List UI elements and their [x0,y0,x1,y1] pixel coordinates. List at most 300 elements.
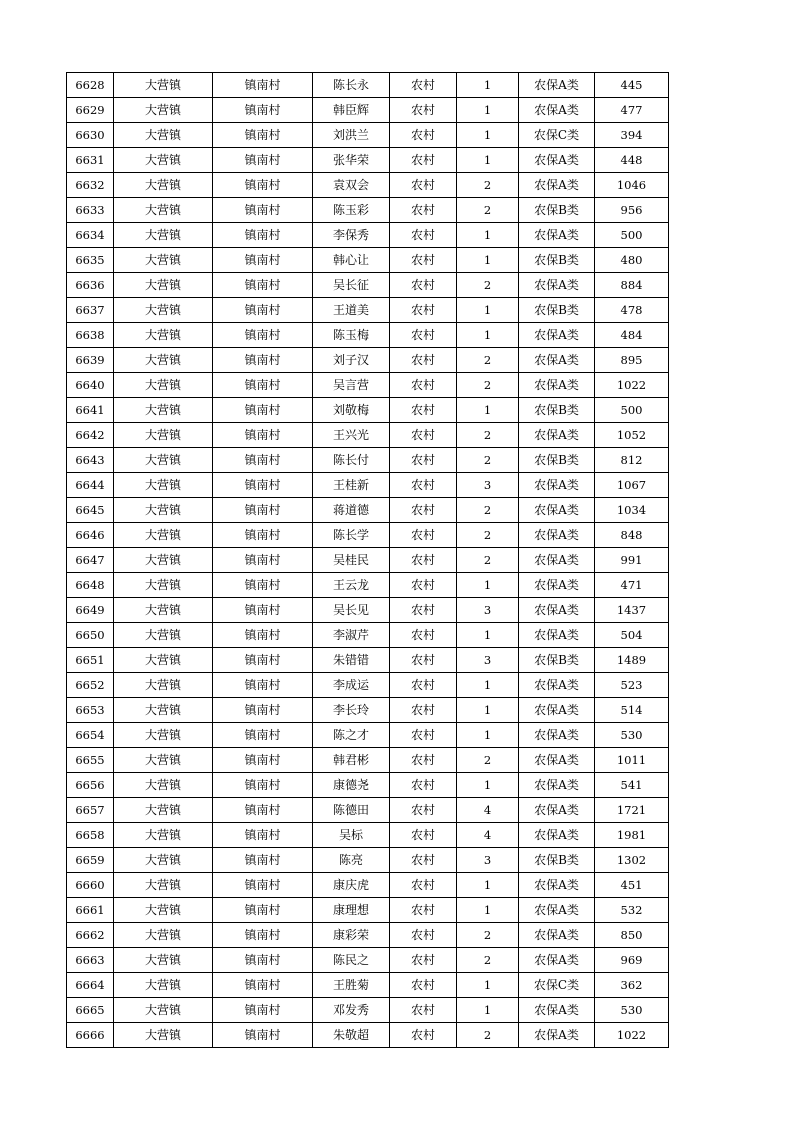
row-number-cell: 6646 [67,523,114,548]
amount-cell: 500 [595,398,669,423]
table-row [67,873,669,898]
household-count-cell: 2 [457,423,519,448]
household-count-cell: 2 [457,348,519,373]
category-cell: 农保A类 [519,773,595,798]
village-cell: 镇南村 [213,648,313,673]
name-cell: 韩心让 [313,248,390,273]
village-cell: 镇南村 [213,798,313,823]
name-cell: 康德尧 [313,773,390,798]
town-cell: 大营镇 [114,673,213,698]
name-cell: 陈玉梅 [313,323,390,348]
village-cell: 镇南村 [213,548,313,573]
village-cell: 镇南村 [213,673,313,698]
area-type-cell: 农村 [390,73,457,98]
table-row [67,1023,669,1048]
name-cell: 朱敬超 [313,1023,390,1048]
table-row [67,298,669,323]
name-cell: 韩臣辉 [313,98,390,123]
village-cell: 镇南村 [213,348,313,373]
amount-cell: 451 [595,873,669,898]
category-cell: 农保A类 [519,473,595,498]
amount-cell: 895 [595,348,669,373]
household-count-cell: 1 [457,723,519,748]
amount-cell: 969 [595,948,669,973]
household-count-cell: 1 [457,623,519,648]
area-type-cell: 农村 [390,248,457,273]
amount-cell: 504 [595,623,669,648]
row-number-cell: 6640 [67,373,114,398]
town-cell: 大营镇 [114,998,213,1023]
row-number-cell: 6655 [67,748,114,773]
household-count-cell: 1 [457,398,519,423]
town-cell: 大营镇 [114,298,213,323]
category-cell: 农保B类 [519,448,595,473]
village-cell: 镇南村 [213,123,313,148]
town-cell: 大营镇 [114,573,213,598]
area-type-cell: 农村 [390,323,457,348]
row-number-cell: 6633 [67,198,114,223]
row-number-cell: 6641 [67,398,114,423]
village-cell: 镇南村 [213,148,313,173]
row-number-cell: 6650 [67,623,114,648]
name-cell: 刘子汉 [313,348,390,373]
row-number-cell: 6644 [67,473,114,498]
town-cell: 大营镇 [114,748,213,773]
row-number-cell: 6665 [67,998,114,1023]
row-number-cell: 6666 [67,1023,114,1048]
table-row [67,73,669,98]
table-row [67,573,669,598]
row-number-cell: 6654 [67,723,114,748]
household-count-cell: 2 [457,498,519,523]
category-cell: 农保B类 [519,248,595,273]
category-cell: 农保B类 [519,198,595,223]
amount-cell: 848 [595,523,669,548]
household-count-cell: 2 [457,1023,519,1048]
amount-cell: 1437 [595,598,669,623]
area-type-cell: 农村 [390,98,457,123]
town-cell: 大营镇 [114,823,213,848]
row-number-cell: 6630 [67,123,114,148]
name-cell: 吴长见 [313,598,390,623]
village-cell: 镇南村 [213,898,313,923]
area-type-cell: 农村 [390,748,457,773]
category-cell: 农保C类 [519,973,595,998]
area-type-cell: 农村 [390,473,457,498]
amount-cell: 362 [595,973,669,998]
town-cell: 大营镇 [114,223,213,248]
table-row [67,223,669,248]
table-row [67,448,669,473]
amount-cell: 445 [595,73,669,98]
category-cell: 农保B类 [519,648,595,673]
table-row [67,173,669,198]
amount-cell: 530 [595,723,669,748]
table-row [67,823,669,848]
amount-cell: 812 [595,448,669,473]
village-cell: 镇南村 [213,773,313,798]
village-cell: 镇南村 [213,873,313,898]
table-row [67,323,669,348]
table-row [67,98,669,123]
row-number-cell: 6660 [67,873,114,898]
category-cell: 农保A类 [519,323,595,348]
area-type-cell: 农村 [390,123,457,148]
town-cell: 大营镇 [114,723,213,748]
table-row [67,373,669,398]
area-type-cell: 农村 [390,973,457,998]
amount-cell: 500 [595,223,669,248]
town-cell: 大营镇 [114,923,213,948]
household-count-cell: 1 [457,773,519,798]
amount-cell: 1981 [595,823,669,848]
category-cell: 农保A类 [519,998,595,1023]
household-count-cell: 1 [457,898,519,923]
village-cell: 镇南村 [213,598,313,623]
town-cell: 大营镇 [114,523,213,548]
name-cell: 袁双会 [313,173,390,198]
name-cell: 王桂新 [313,473,390,498]
row-number-cell: 6663 [67,948,114,973]
town-cell: 大营镇 [114,548,213,573]
town-cell: 大营镇 [114,848,213,873]
table-row [67,673,669,698]
category-cell: 农保A类 [519,423,595,448]
category-cell: 农保A类 [519,548,595,573]
area-type-cell: 农村 [390,948,457,973]
village-cell: 镇南村 [213,248,313,273]
household-count-cell: 1 [457,573,519,598]
household-count-cell: 1 [457,973,519,998]
amount-cell: 956 [595,198,669,223]
table-row [67,398,669,423]
table-row [67,523,669,548]
row-number-cell: 6651 [67,648,114,673]
row-number-cell: 6632 [67,173,114,198]
row-number-cell: 6637 [67,298,114,323]
amount-cell: 1721 [595,798,669,823]
name-cell: 陈长学 [313,523,390,548]
amount-cell: 1052 [595,423,669,448]
name-cell: 朱错错 [313,648,390,673]
town-cell: 大营镇 [114,173,213,198]
row-number-cell: 6636 [67,273,114,298]
area-type-cell: 农村 [390,523,457,548]
town-cell: 大营镇 [114,373,213,398]
row-number-cell: 6642 [67,423,114,448]
area-type-cell: 农村 [390,273,457,298]
area-type-cell: 农村 [390,873,457,898]
row-number-cell: 6635 [67,248,114,273]
town-cell: 大营镇 [114,323,213,348]
town-cell: 大营镇 [114,398,213,423]
village-cell: 镇南村 [213,73,313,98]
table-row [67,498,669,523]
town-cell: 大营镇 [114,598,213,623]
category-cell: 农保B类 [519,398,595,423]
area-type-cell: 农村 [390,573,457,598]
row-number-cell: 6639 [67,348,114,373]
table-row [67,898,669,923]
village-cell: 镇南村 [213,523,313,548]
name-cell: 李成运 [313,673,390,698]
name-cell: 王兴光 [313,423,390,448]
row-number-cell: 6653 [67,698,114,723]
row-number-cell: 6649 [67,598,114,623]
category-cell: 农保A类 [519,573,595,598]
category-cell: 农保A类 [519,748,595,773]
table-row [67,773,669,798]
name-cell: 陈民之 [313,948,390,973]
table-row [67,548,669,573]
household-count-cell: 3 [457,648,519,673]
row-number-cell: 6659 [67,848,114,873]
table-row [67,798,669,823]
household-count-cell: 2 [457,173,519,198]
household-count-cell: 1 [457,223,519,248]
household-count-cell: 2 [457,373,519,398]
village-cell: 镇南村 [213,748,313,773]
name-cell: 刘敬梅 [313,398,390,423]
household-count-cell: 2 [457,523,519,548]
household-count-cell: 2 [457,273,519,298]
amount-cell: 1011 [595,748,669,773]
category-cell: 农保A类 [519,623,595,648]
area-type-cell: 农村 [390,648,457,673]
row-number-cell: 6634 [67,223,114,248]
area-type-cell: 农村 [390,773,457,798]
name-cell: 陈之才 [313,723,390,748]
category-cell: 农保A类 [519,498,595,523]
amount-cell: 1489 [595,648,669,673]
town-cell: 大营镇 [114,498,213,523]
village-cell: 镇南村 [213,973,313,998]
table-row [67,248,669,273]
area-type-cell: 农村 [390,673,457,698]
area-type-cell: 农村 [390,423,457,448]
area-type-cell: 农村 [390,1023,457,1048]
amount-cell: 480 [595,248,669,273]
table-row [67,948,669,973]
category-cell: 农保A类 [519,898,595,923]
amount-cell: 530 [595,998,669,1023]
name-cell: 吴标 [313,823,390,848]
town-cell: 大营镇 [114,148,213,173]
household-count-cell: 1 [457,673,519,698]
amount-cell: 394 [595,123,669,148]
category-cell: 农保A类 [519,948,595,973]
row-number-cell: 6652 [67,673,114,698]
category-cell: 农保C类 [519,123,595,148]
town-cell: 大营镇 [114,873,213,898]
village-cell: 镇南村 [213,98,313,123]
town-cell: 大营镇 [114,273,213,298]
table-row [67,423,669,448]
name-cell: 邓发秀 [313,998,390,1023]
row-number-cell: 6657 [67,798,114,823]
village-cell: 镇南村 [213,823,313,848]
town-cell: 大营镇 [114,248,213,273]
area-type-cell: 农村 [390,223,457,248]
name-cell: 陈德田 [313,798,390,823]
town-cell: 大营镇 [114,448,213,473]
area-type-cell: 农村 [390,373,457,398]
village-cell: 镇南村 [213,173,313,198]
table-row [67,998,669,1023]
town-cell: 大营镇 [114,73,213,98]
row-number-cell: 6645 [67,498,114,523]
village-cell: 镇南村 [213,273,313,298]
amount-cell: 884 [595,273,669,298]
category-cell: 农保A类 [519,923,595,948]
name-cell: 康彩荣 [313,923,390,948]
row-number-cell: 6658 [67,823,114,848]
name-cell: 王胜菊 [313,973,390,998]
area-type-cell: 农村 [390,798,457,823]
name-cell: 王道美 [313,298,390,323]
category-cell: 农保B类 [519,848,595,873]
table-row [67,148,669,173]
village-cell: 镇南村 [213,448,313,473]
table-row [67,723,669,748]
village-cell: 镇南村 [213,698,313,723]
name-cell: 吴桂民 [313,548,390,573]
household-count-cell: 3 [457,473,519,498]
table-row [67,273,669,298]
village-cell: 镇南村 [213,573,313,598]
town-cell: 大营镇 [114,98,213,123]
name-cell: 陈长付 [313,448,390,473]
household-count-cell: 2 [457,448,519,473]
area-type-cell: 农村 [390,998,457,1023]
category-cell: 农保A类 [519,98,595,123]
name-cell: 李长玲 [313,698,390,723]
table-row [67,623,669,648]
area-type-cell: 农村 [390,198,457,223]
household-count-cell: 1 [457,323,519,348]
category-cell: 农保A类 [519,598,595,623]
town-cell: 大营镇 [114,898,213,923]
household-count-cell: 2 [457,548,519,573]
table-row [67,698,669,723]
row-number-cell: 6664 [67,973,114,998]
town-cell: 大营镇 [114,948,213,973]
row-number-cell: 6631 [67,148,114,173]
area-type-cell: 农村 [390,898,457,923]
household-count-cell: 2 [457,923,519,948]
area-type-cell: 农村 [390,723,457,748]
table-row [67,598,669,623]
area-type-cell: 农村 [390,848,457,873]
household-count-cell: 3 [457,598,519,623]
category-cell: 农保A类 [519,723,595,748]
village-cell: 镇南村 [213,948,313,973]
row-number-cell: 6628 [67,73,114,98]
row-number-cell: 6629 [67,98,114,123]
town-cell: 大营镇 [114,698,213,723]
household-count-cell: 2 [457,748,519,773]
village-cell: 镇南村 [213,323,313,348]
village-cell: 镇南村 [213,398,313,423]
amount-cell: 1022 [595,373,669,398]
household-count-cell: 1 [457,873,519,898]
amount-cell: 448 [595,148,669,173]
household-count-cell: 1 [457,98,519,123]
category-cell: 农保A类 [519,523,595,548]
name-cell: 蒋道德 [313,498,390,523]
area-type-cell: 农村 [390,498,457,523]
name-cell: 吴言营 [313,373,390,398]
town-cell: 大营镇 [114,473,213,498]
amount-cell: 541 [595,773,669,798]
area-type-cell: 农村 [390,548,457,573]
town-cell: 大营镇 [114,348,213,373]
table-row [67,348,669,373]
name-cell: 王云龙 [313,573,390,598]
name-cell: 张华荣 [313,148,390,173]
amount-cell: 1022 [595,1023,669,1048]
amount-cell: 477 [595,98,669,123]
amount-cell: 1034 [595,498,669,523]
data-table [66,72,669,1048]
name-cell: 李保秀 [313,223,390,248]
village-cell: 镇南村 [213,848,313,873]
table-row [67,973,669,998]
town-cell: 大营镇 [114,423,213,448]
household-count-cell: 2 [457,198,519,223]
household-count-cell: 1 [457,298,519,323]
amount-cell: 523 [595,673,669,698]
area-type-cell: 农村 [390,448,457,473]
town-cell: 大营镇 [114,623,213,648]
town-cell: 大营镇 [114,648,213,673]
household-count-cell: 1 [457,998,519,1023]
table-row [67,748,669,773]
category-cell: 农保A类 [519,698,595,723]
name-cell: 刘洪兰 [313,123,390,148]
category-cell: 农保A类 [519,673,595,698]
category-cell: 农保A类 [519,73,595,98]
area-type-cell: 农村 [390,623,457,648]
category-cell: 农保A类 [519,1023,595,1048]
amount-cell: 1046 [595,173,669,198]
row-number-cell: 6648 [67,573,114,598]
amount-cell: 850 [595,923,669,948]
town-cell: 大营镇 [114,798,213,823]
household-count-cell: 2 [457,948,519,973]
amount-cell: 991 [595,548,669,573]
village-cell: 镇南村 [213,998,313,1023]
table-row [67,198,669,223]
household-count-cell: 1 [457,248,519,273]
village-cell: 镇南村 [213,423,313,448]
area-type-cell: 农村 [390,823,457,848]
row-number-cell: 6647 [67,548,114,573]
amount-cell: 471 [595,573,669,598]
household-count-cell: 1 [457,73,519,98]
row-number-cell: 6661 [67,898,114,923]
amount-cell: 478 [595,298,669,323]
table-row [67,473,669,498]
village-cell: 镇南村 [213,498,313,523]
area-type-cell: 农村 [390,398,457,423]
household-count-cell: 1 [457,123,519,148]
row-number-cell: 6656 [67,773,114,798]
household-count-cell: 4 [457,798,519,823]
name-cell: 陈亮 [313,848,390,873]
category-cell: 农保A类 [519,373,595,398]
category-cell: 农保A类 [519,148,595,173]
